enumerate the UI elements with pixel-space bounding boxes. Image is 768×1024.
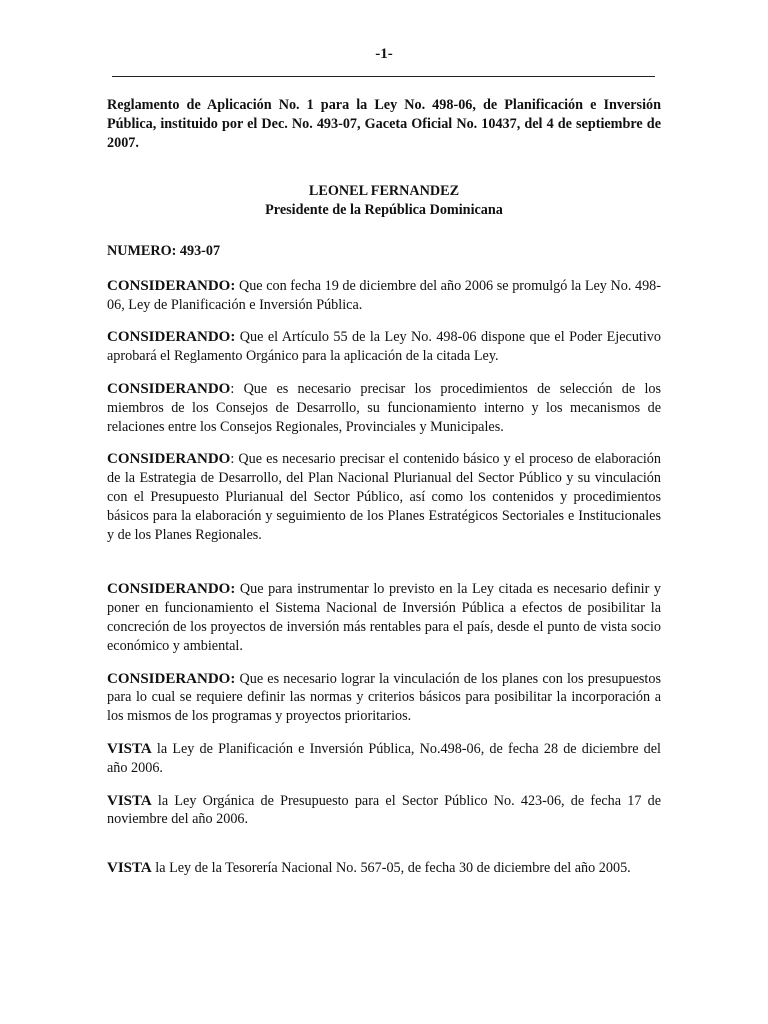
considerando-paragraph xyxy=(107,450,661,544)
vista-paragraph xyxy=(107,792,661,830)
paragraph-text: la Ley Orgánica de Presupuesto para el Sector Público No. 423-06, de fecha 17 de noviembre del año 2006. xyxy=(107,792,661,828)
paragraph-text: la Ley de la Tesorería Nacional No. 567-05, de fecha 30 de diciembre del año 2005. xyxy=(151,860,631,877)
vista-paragraph xyxy=(107,859,661,878)
decree-number: NUMERO: 493-07 xyxy=(107,242,221,259)
paragraph-text: Que el Artículo 55 de la Ley No. 498-06 dispone que el Poder Ejecutivo aprobará el Reglamento Orgánico para la aplicación de la citada Ley. xyxy=(107,329,661,365)
considerando-paragraph xyxy=(107,380,661,436)
paragraph-text: : Que es necesario precisar los procedimientos de selección de los miembros de los Consejos de Desarrollo, su funcionamiento interno y los mecanismos de relaciones entre los Consejos Regionales, Provinciales y Municipales. xyxy=(107,380,661,435)
paragraph-lead: CONSIDERANDO: xyxy=(107,670,236,687)
paragraph-lead: CONSIDERANDO xyxy=(107,380,231,397)
paragraph-text: Que para instrumentar lo previsto en la Ley citada es necesario definir y poner en funcionamiento el Sistema Nacional de Inversión Pública a efectos de posibilitar la concreción de los proyectos de inversión más rentables para el país, desde el punto de vista socio económico y ambiental. xyxy=(107,581,661,654)
president-position: Presidente de la República Dominicana xyxy=(265,202,503,219)
paragraph-lead: VISTA xyxy=(107,792,152,809)
considerando-paragraph xyxy=(107,580,661,655)
paragraph-lead: CONSIDERANDO: xyxy=(107,277,236,294)
considerando-paragraph xyxy=(107,328,661,366)
paragraph-text: Que con fecha 19 de diciembre del año 2006 se promulgó la Ley No. 498-06, Ley de Planificación e Inversión Pública. xyxy=(107,277,661,313)
document-title: Reglamento de Aplicación No. 1 para la Ley No. 498-06, de Planificación e Inversión Pública, instituido por el Dec. No. 493-07, Gaceta Oficial No. 10437, del 4 de septiembre de 2007. xyxy=(107,97,661,151)
president-name: LEONEL FERNANDEZ xyxy=(308,183,460,200)
paragraph-text: : Que es necesario precisar el contenido básico y el proceso de elaboración de la Estrategia de Desarrollo, del Plan Nacional Plurianual del Sector Público y su vinculación con el Presupuesto Plurianual del Sector Público, así como los contenidos y procedimientos básicos para la elaboración y seguimiento de los Planes Estratégicos Sectoriales e Institucionales y de los Planes Regionales. xyxy=(107,451,661,543)
paragraph-text: la Ley de Planificación e Inversión Pública, No.498-06, de fecha 28 de diciembre del año 2006. xyxy=(107,740,661,776)
paragraph-lead: CONSIDERANDO: xyxy=(107,329,236,346)
paragraph-text: Que es necesario lograr la vinculación de los planes con los presupuestos para lo cual se requiere definir las normas y criterios básicos para posibilitar la incorporación a los mismos de los programas y proyectos prioritarios. xyxy=(107,670,661,725)
paragraph-lead: VISTA xyxy=(107,860,152,877)
header-rule xyxy=(112,76,655,77)
paragraph-lead: VISTA xyxy=(107,740,152,757)
vista-paragraph xyxy=(107,740,661,778)
considerando-paragraph xyxy=(107,277,661,315)
considerando-paragraph xyxy=(107,670,661,726)
page-number: -1- xyxy=(375,46,393,62)
paragraph-lead: CONSIDERANDO xyxy=(107,451,231,468)
paragraph-lead: CONSIDERANDO: xyxy=(107,581,236,598)
document-body xyxy=(107,96,661,878)
